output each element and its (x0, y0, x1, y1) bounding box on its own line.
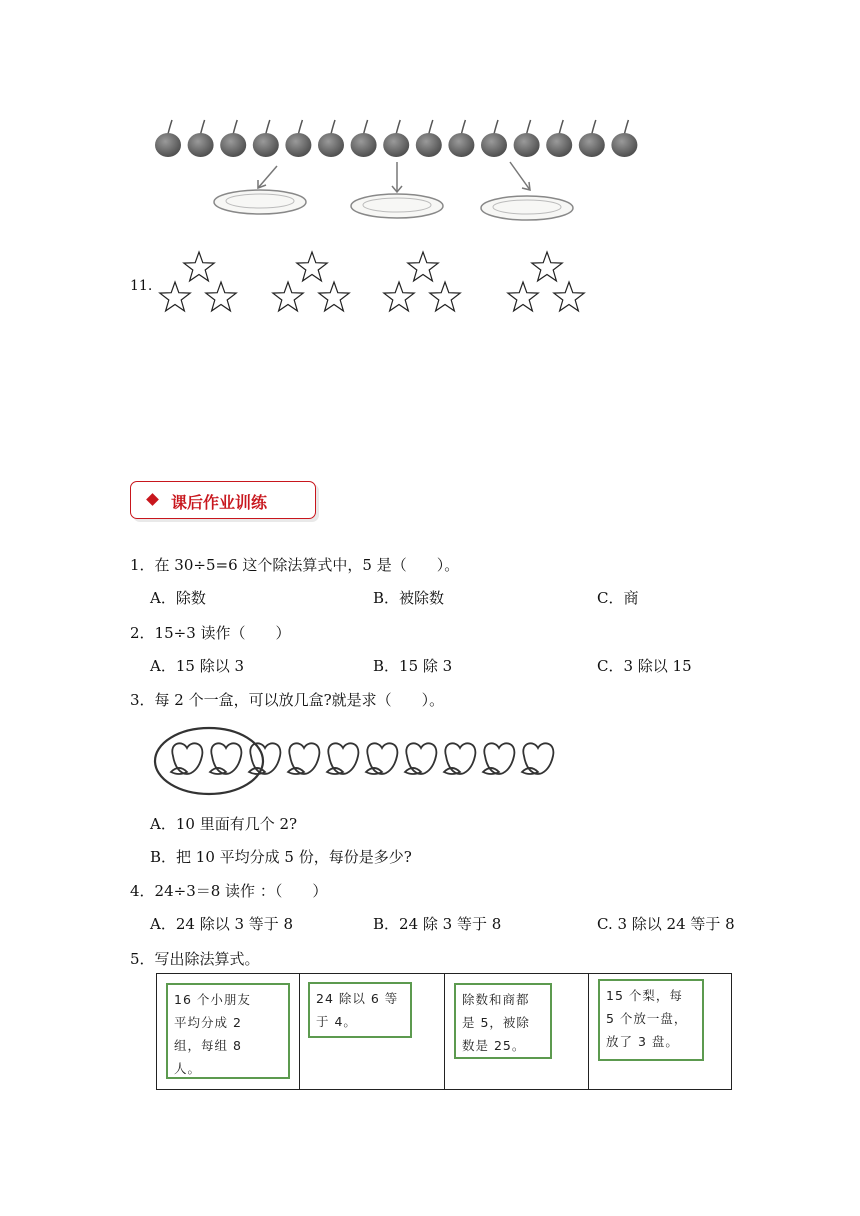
cherries-plates-illustration (140, 110, 660, 225)
cherry-icon (546, 120, 572, 157)
cherry-icon (579, 120, 605, 157)
star-icon (554, 282, 584, 311)
question-4-option-b: B．24 除 3 等于 8 (373, 915, 502, 933)
cherry-icon (383, 120, 409, 157)
table-cell (445, 974, 589, 1090)
question-5: 5．写出除法算式。 (130, 950, 260, 968)
cherry-icon (155, 120, 181, 157)
question-2-option-c: C．3 除以 15 (597, 657, 692, 675)
cherry-icon (253, 120, 279, 157)
cherry-icon (220, 120, 246, 157)
question-11-number: 11. (130, 278, 153, 294)
cherry-icon (514, 120, 540, 157)
stars-illustration (155, 248, 595, 318)
peach-icon (288, 743, 319, 774)
question-4: 4．24÷3＝8 读作 ：（ ） (130, 882, 328, 900)
grouping-circle (155, 728, 263, 794)
question-3-option-b: B．把 10 平均分成 5 份，每份是多少? (150, 848, 412, 866)
note-card: 24 除以 6 等 于 4。 (308, 982, 412, 1038)
peach-icon (405, 743, 436, 774)
cherry-icon (448, 120, 474, 157)
star-icon (297, 252, 327, 281)
cherry-icon (611, 120, 637, 157)
question-4-option-a: A．24 除以 3 等于 8 (150, 915, 294, 933)
star-icon (184, 252, 214, 281)
cherry-icon (188, 120, 214, 157)
star-icon (319, 282, 349, 311)
star-icon (273, 282, 303, 311)
cherry-icon (285, 120, 311, 157)
note-card: 除数和商都 是 5，被除 数是 25。 (454, 983, 552, 1059)
cherry-icon (318, 120, 344, 157)
table-cell (300, 974, 445, 1090)
question-3: 3．每 2 个一盒，可以放几盒?就是求（ ）。 (130, 691, 445, 709)
table-cell (157, 974, 300, 1090)
note-card: 15 个梨，每 5 个放一盘， 放了 3 盘。 (598, 979, 704, 1061)
cherry-icon (416, 120, 442, 157)
star-icon (508, 282, 538, 311)
question-1-option-c: C．商 (597, 589, 639, 607)
cherry-icon (351, 120, 377, 157)
cherry-icon (481, 120, 507, 157)
question-2-option-b: B．15 除 3 (373, 657, 453, 675)
peach-icon (171, 743, 202, 774)
question-1-option-a: A．除数 (150, 589, 206, 607)
question-2-option-a: A．15 除以 3 (150, 657, 244, 675)
section-heading (130, 481, 316, 519)
star-icon (206, 282, 236, 311)
star-icon (532, 252, 562, 281)
peaches-illustration (152, 726, 612, 798)
diamond-icon (146, 493, 159, 506)
peach-icon (366, 743, 397, 774)
peach-icon (210, 743, 241, 774)
table-cell (589, 974, 732, 1090)
star-icon (384, 282, 414, 311)
question-2: 2．15÷3 读作（ ） (130, 624, 291, 642)
star-icon (430, 282, 460, 311)
section-title: 课后作业训练 (171, 493, 268, 512)
peach-icon (444, 743, 475, 774)
question-1: 1．在 30÷5=6 这个除法算式中，5 是（ ）。 (130, 556, 460, 574)
peach-icon (327, 743, 358, 774)
question-4-option-c: C. 3 除以 24 等于 8 (597, 915, 735, 933)
question-1-option-b: B．被除数 (373, 589, 445, 607)
division-table (156, 973, 732, 1090)
star-icon (160, 282, 190, 311)
peach-icon (483, 743, 514, 774)
note-card: 16 个小朋友 平均分成 2 组，每组 8 人。 (166, 983, 290, 1079)
question-3-option-a: A．10 里面有几个 2? (150, 815, 298, 833)
peach-icon (249, 743, 280, 774)
peach-icon (522, 743, 553, 774)
star-icon (408, 252, 438, 281)
